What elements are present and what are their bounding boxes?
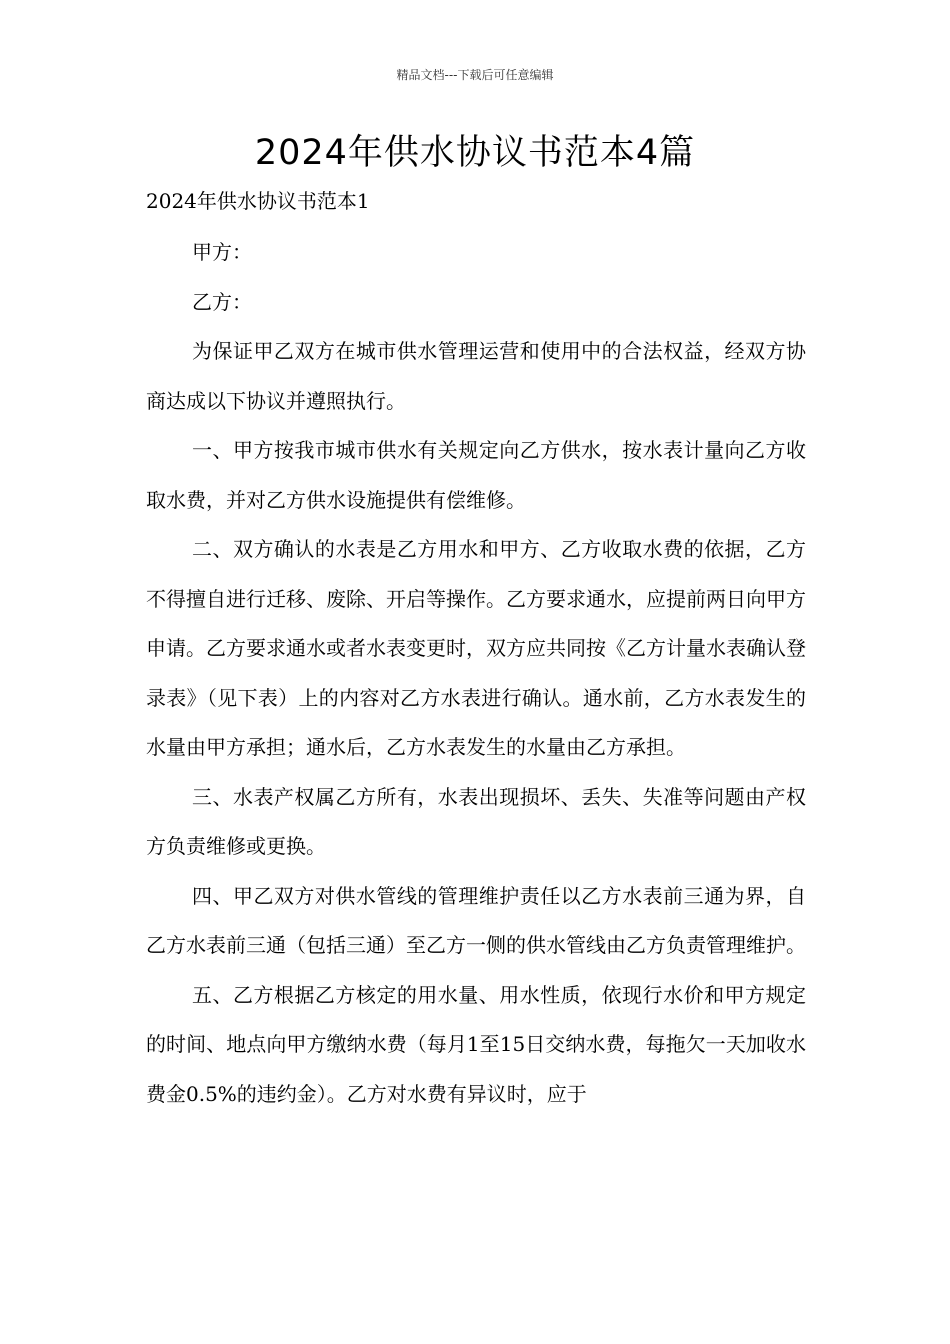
clause-3: 三、水表产权属乙方所有，水表出现损坏、丢失、失准等问题由产权方负责维修或更换。 — [146, 784, 806, 858]
document-title: 2024年供水协议书范本4篇 — [254, 133, 696, 173]
party-b-line: 乙方： — [192, 289, 252, 314]
preamble-paragraph: 为保证甲乙双方在城市供水管理运营和使用中的合法权益，经双方协商达成以下协议并遵照执行。 — [146, 339, 806, 413]
page-header: 精品文档---下载后可任意编辑 — [396, 68, 554, 82]
clause-1: 一、甲方按我市城市供水有关规定向乙方供水，按水表计量向乙方收取水费，并对乙方供水设施提供有偿维修。 — [146, 438, 806, 512]
clause-2: 二、双方确认的水表是乙方用水和甲方、乙方收取水费的依据，乙方不得擅自进行迁移、废除、开启等操作。乙方要求通水，应提前两日向甲方申请。乙方要求通水或者水表变更时，双方应共同按《乙方计量水表确认登录表》（见下表）上的内容对乙方水表进行确认。通水前，乙方水表发生的水量由甲方承担；通水后，乙方水表发生的水量由乙方承担。 — [146, 537, 806, 759]
clause-5: 五、乙方根据乙方核定的用水量、用水性质，依现行水价和甲方规定的时间、地点向甲方缴纳水费（每月1至15日交纳水费，每拖欠一天加收水费金0.5%的违约金）。乙方对水费有异议时，应于 — [146, 982, 806, 1106]
clause-4: 四、甲乙双方对供水管线的管理维护责任以乙方水表前三通为界，自乙方水表前三通（包括三通）至乙方一侧的供水管线由乙方负责管理维护。 — [146, 883, 806, 957]
document-body — [146, 182, 806, 1119]
section-heading: 2024年供水协议书范本1 — [146, 189, 370, 213]
party-a-line: 甲方： — [192, 240, 252, 264]
